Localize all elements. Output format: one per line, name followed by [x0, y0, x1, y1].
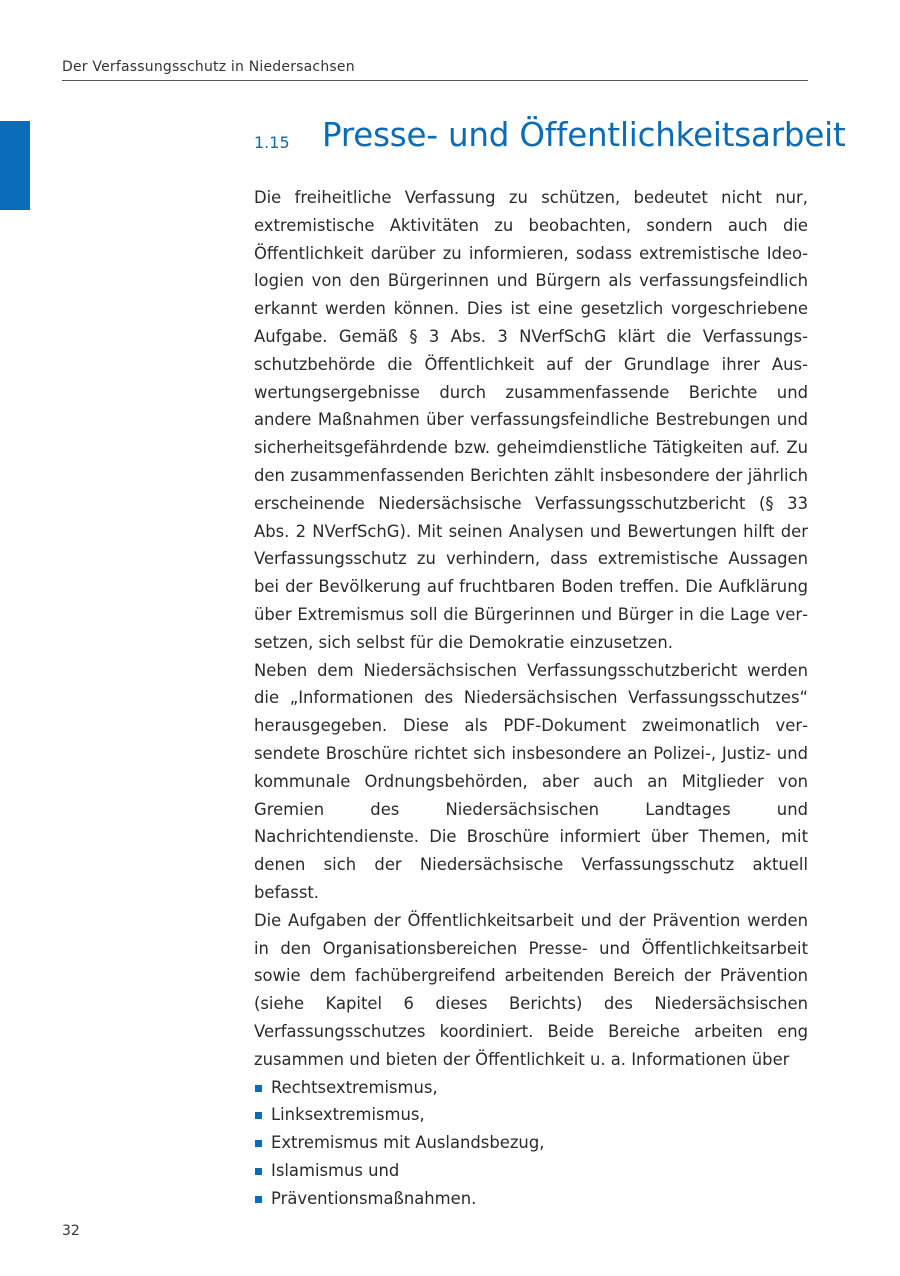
- list-item: Präventionsmaßnahmen.: [254, 1185, 808, 1213]
- paragraph-1: Die freiheitliche Verfassung zu schützen, bedeutet nicht nur, extremistische Aktivitäten zu beobachten, sondern auch die Öffentlichkeit darüber zu informieren, sodass extremistische Ideologien von den Bürgerinnen und Bürgern als verfassungsfeindlich erkannt werden können. Dies ist eine gesetzlich vorgeschriebene Aufgabe. Gemäß § 3 Abs. 3 NVerfSchG klärt die Verfassungsschutzbehörde die Öffentlichkeit auf der Grundlage ihrer Auswertungsergebnisse durch zusammenfassende Berichte und andere Maßnahmen über verfassungsfeindliche Bestrebungen und sicherheitsgefährdende bzw. geheimdienstliche Tätigkeiten auf. Zu den zusammenfassenden Berichten zählt insbesondere der jährlich erscheinende Niedersächsische Verfassungsschutzbericht (§ 33 Abs. 2 NVerfSchG). Mit seinen Analysen und Bewertungen hilft der Verfassungsschutz zu verhindern, dass extremistische Aussagen bei der Bevölkerung auf fruchtbaren Boden treffen. Die Aufklärung über Extremismus soll die Bürgerinnen und Bürger in die Lage versetzen, sich selbst für die Demokratie einzusetzen.: [254, 188, 808, 652]
- list-item: Islamismus und: [254, 1157, 808, 1185]
- paragraph-2: Neben dem Niedersächsischen Verfassungsschutzbericht werden die „Informationen des Niedersächsischen Verfassungsschutzes“ herausgegeben. Diese als PDF-Dokument zweimonatlich versendete Broschüre richtet sich insbesondere an Polizei-, Justiz- und kommunale Ordnungsbehörden, aber auch an Mitglieder von Gremien des Niedersächsischen Landtages und Nachrichtendienste. Die Broschüre informiert über Themen, mit denen sich der Niedersächsische Verfassungsschutz aktuell befasst.: [254, 660, 808, 902]
- paragraph-3: Die Aufgaben der Öffentlichkeitsarbeit und der Prävention werden in den Organisationsbereichen Presse- und Öffentlichkeitsarbeit sowie dem fachübergreifend arbeitenden Bereich der Prävention (siehe Kapitel 6 dieses Berichts) des Niedersächsischen Verfassungsschutzes koordiniert. Beide Bereiche arbeiten eng zusammen und bieten der Öffentlichkeit u. a. Informationen über: [254, 910, 808, 1069]
- list-item: Linksextremismus,: [254, 1101, 808, 1129]
- chapter-tab-marker: [0, 121, 30, 210]
- list-item: Rechtsextremismus,: [254, 1074, 808, 1102]
- header-divider: [62, 80, 808, 81]
- page-number: 32: [62, 1223, 80, 1239]
- body-text: [254, 184, 808, 1212]
- section-title: Presse- und Öffentlichkeitsarbeit: [322, 116, 846, 154]
- list-item: Extremismus mit Auslandsbezug,: [254, 1129, 808, 1157]
- section-number: 1.15: [254, 133, 290, 152]
- running-header: Der Verfassungsschutz in Niedersachsen: [62, 59, 355, 75]
- section-heading: [254, 116, 846, 160]
- topic-list: [254, 1074, 808, 1213]
